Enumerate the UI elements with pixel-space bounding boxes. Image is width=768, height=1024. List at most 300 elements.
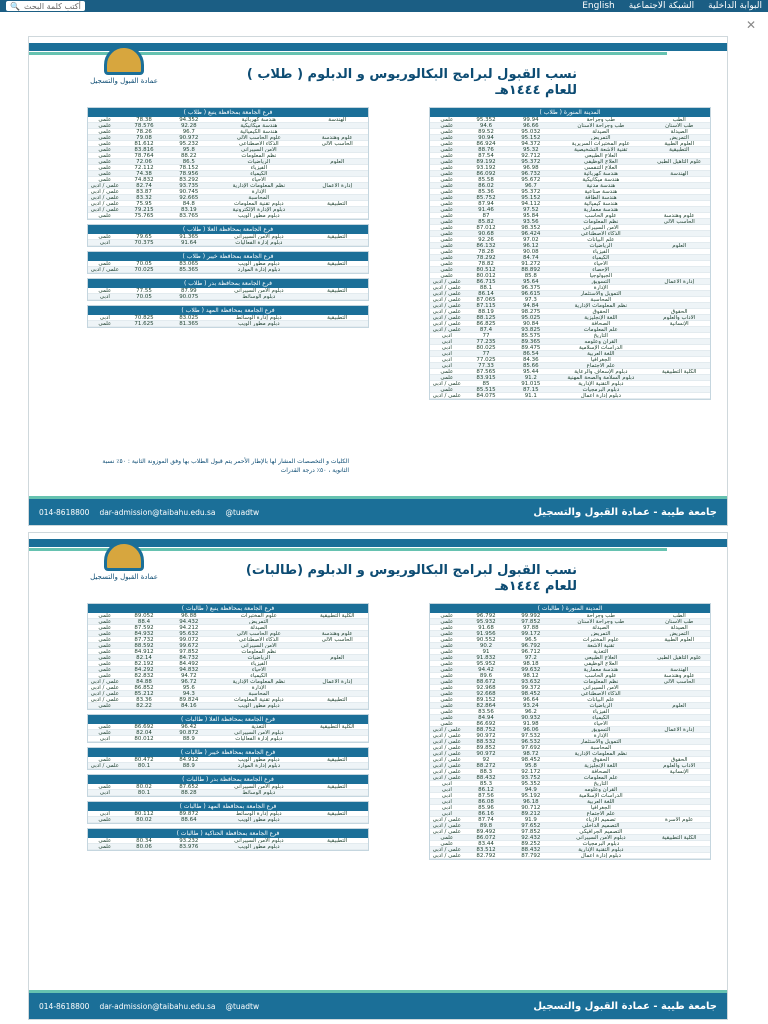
- row-min-score: 87.4: [479, 327, 493, 332]
- row-max-score: 85.365: [179, 267, 199, 272]
- row-college: [648, 733, 710, 738]
- row-min-score: 82.864: [476, 703, 496, 708]
- row-college: [648, 195, 710, 200]
- row-college: [306, 667, 368, 672]
- row-major: هندسة معمارية: [583, 667, 618, 672]
- row-major: الأحياء: [251, 667, 266, 672]
- search-box[interactable]: [6, 1, 85, 11]
- table-header: فرع الجامعة بمحافظة بدر ( طالبات ): [88, 775, 368, 784]
- row-max-score: 97.652: [521, 823, 541, 828]
- row-max-score: 89.824: [179, 697, 199, 702]
- table-body: [88, 724, 368, 742]
- row-major: الأمن السيبراني: [240, 643, 277, 648]
- row-college: [306, 123, 368, 128]
- khaybar-table: [87, 251, 369, 274]
- row-min-score: 92.668: [476, 691, 496, 696]
- row-min-score: 80.025: [476, 345, 496, 350]
- row-cert-type: أدبي: [441, 333, 452, 338]
- row-major: الصحافة: [591, 769, 611, 774]
- row-major: علوم الحاسب: [585, 213, 617, 218]
- row-major: التغذية: [251, 724, 267, 729]
- row-max-score: 94.832: [179, 667, 199, 672]
- row-max-score: 94.432: [179, 619, 199, 624]
- row-cert-type: علمي / أدبي: [432, 381, 461, 386]
- row-max-score: 99.992: [521, 613, 541, 618]
- row-major: طب وجراحة الأسنان: [577, 123, 625, 128]
- row-min-score: 89.852: [476, 745, 496, 750]
- nav-internal-portal[interactable]: البوابة الداخلية: [708, 1, 762, 11]
- row-cert-type: علمي: [440, 141, 454, 146]
- row-college: [648, 189, 710, 194]
- row-min-score: 84.88: [136, 679, 152, 684]
- row-cert-type: علمي: [98, 135, 112, 140]
- row-cert-type: علمي: [440, 679, 454, 684]
- row-min-score: 84.94: [478, 715, 494, 720]
- row-cert-type: أدبي: [441, 811, 452, 816]
- row-major: التمويل والاستثمار: [580, 739, 622, 744]
- row-min-score: 88.1: [479, 285, 493, 290]
- row-max-score: 88.432: [521, 847, 541, 852]
- row-college: [306, 691, 368, 696]
- row-min-score: 82.14: [136, 655, 152, 660]
- row-max-score: 86.5: [182, 159, 195, 164]
- row-college: [306, 685, 368, 690]
- ula-table: [87, 224, 369, 247]
- row-cert-type: علمي: [440, 841, 454, 846]
- row-cert-type: علمي: [440, 697, 454, 702]
- row-major: دبلوم إدارة الفعاليات: [235, 240, 283, 245]
- row-major: دبلوم الأمن السيبراني: [234, 288, 284, 293]
- row-min-score: 85.752: [476, 195, 496, 200]
- row-max-score: 93.232: [179, 838, 199, 843]
- row-min-score: 85.36: [478, 189, 494, 194]
- row-min-score: 86.14: [478, 291, 494, 296]
- row-min-score: 83.56: [478, 709, 494, 714]
- yanbu-table: [87, 603, 369, 710]
- row-max-score: 96.42: [180, 724, 197, 729]
- row-major: الحقوق: [592, 309, 610, 314]
- row-min-score: 86.092: [476, 171, 496, 176]
- row-college: علوم وهندسة: [663, 213, 695, 218]
- row-min-score: 90.94: [478, 135, 494, 140]
- row-max-score: 95.152: [521, 135, 541, 140]
- row-major: دبلوم إدارة الوسائط: [235, 811, 282, 816]
- row-max-score: 84.36: [522, 357, 539, 362]
- row-min-score: 86.852: [134, 685, 154, 690]
- row-min-score: 78.28: [478, 249, 494, 254]
- row-college: [306, 703, 368, 708]
- row-min-score: 82.04: [136, 730, 152, 735]
- poster-female-admission: [28, 532, 728, 1020]
- row-max-score: 98.12: [522, 673, 539, 678]
- row-major: الرياضيات: [589, 243, 613, 248]
- row-min-score: 96.792: [476, 613, 496, 618]
- footer-contacts: [39, 1002, 259, 1011]
- row-college: [648, 177, 710, 182]
- row-cert-type: أدبي: [441, 351, 452, 356]
- row-max-score: 97.692: [521, 745, 541, 750]
- row-cert-type: علمي: [98, 643, 112, 648]
- row-major: الرياضيات: [247, 655, 271, 660]
- university-logo: [89, 541, 159, 601]
- row-max-score: 93.56: [522, 219, 539, 224]
- row-min-score: 84.932: [134, 631, 154, 636]
- row-major: دبلوم التقنية الإدارية: [578, 847, 624, 852]
- row-min-score: 88.752: [476, 727, 496, 732]
- row-min-score: 89.192: [476, 159, 496, 164]
- row-max-score: 95.84: [522, 213, 539, 218]
- row-college: [648, 183, 710, 188]
- row-cert-type: علمي / أدبي: [432, 727, 461, 732]
- row-max-score: 91.9: [524, 817, 537, 822]
- row-cert-type: علمي: [440, 237, 454, 242]
- row-max-score: 93.632: [521, 679, 541, 684]
- row-college: [648, 715, 710, 720]
- row-cert-type: علمي / أدبي: [432, 817, 461, 822]
- row-major: القرآن وعلومه: [584, 787, 618, 792]
- row-cert-type: علمي: [98, 261, 112, 266]
- row-min-score: 87.54: [478, 153, 494, 158]
- row-college: [306, 267, 368, 272]
- poster-title: [246, 563, 577, 595]
- row-college: العلوم: [330, 159, 345, 164]
- table-row: [88, 844, 368, 850]
- row-major: الأحياء: [593, 261, 608, 266]
- row-college: [306, 817, 368, 822]
- row-college: [306, 736, 368, 741]
- row-min-score: 77: [482, 351, 490, 356]
- row-major: الذكاء الاصطناعي: [580, 691, 621, 696]
- close-icon[interactable]: ✕: [745, 18, 757, 32]
- row-min-score: 83.32: [136, 195, 152, 200]
- row-college: [306, 213, 368, 218]
- row-max-score: 90.972: [179, 135, 199, 140]
- row-max-score: 85.66: [522, 363, 539, 368]
- row-min-score: 93.192: [476, 165, 496, 170]
- row-min-score: 80.06: [136, 844, 152, 849]
- row-min-score: 79.65: [136, 234, 152, 239]
- row-min-score: 88.432: [476, 775, 496, 780]
- table-body: [88, 811, 368, 823]
- row-cert-type: علمي / أدبي: [432, 285, 461, 290]
- row-major: دبلوم إدارة الموارد: [237, 267, 281, 272]
- row-max-score: 96.12: [522, 243, 539, 248]
- row-major: دبلوم الأمن السيبراني: [234, 838, 284, 843]
- table-header: فرع الجامعة بمحافظة العلا ( طالبات ): [88, 715, 368, 724]
- row-min-score: 84.912: [134, 649, 154, 654]
- row-major: دبلوم الوسائط: [242, 790, 276, 795]
- row-major: اللغة العربية: [587, 799, 615, 804]
- row-min-score: 77.33: [478, 363, 494, 368]
- row-cert-type: علمي / أدبي: [432, 291, 461, 296]
- row-cert-type: علمي: [98, 631, 112, 636]
- row-cert-type: علمي: [440, 231, 454, 236]
- row-major: العلاج التنفسي: [584, 165, 618, 170]
- row-max-score: 84.732: [179, 655, 199, 660]
- row-cert-type: أدبي: [99, 790, 110, 795]
- row-college: [648, 255, 710, 260]
- row-cert-type: علمي: [98, 649, 112, 654]
- row-cert-type: أدبي: [441, 363, 452, 368]
- row-min-score: 83.915: [476, 375, 496, 380]
- row-college: علوم وهندسة: [321, 631, 353, 636]
- row-min-score: 88.672: [476, 679, 496, 684]
- row-cert-type: علمي: [440, 195, 454, 200]
- row-max-score: 95.025: [521, 315, 541, 320]
- row-cert-type: علمي: [98, 234, 112, 239]
- nav-english[interactable]: English: [582, 1, 615, 11]
- search-icon[interactable]: 🔍: [10, 1, 20, 11]
- row-cert-type: علمي: [440, 129, 454, 134]
- row-major: الأمن السيبراني: [582, 225, 619, 230]
- row-cert-type: علمي / أدبي: [432, 279, 461, 284]
- row-cert-type: علمي: [98, 177, 112, 182]
- row-major: التصميم الداخلي: [582, 823, 620, 828]
- row-min-score: 82.74: [136, 183, 152, 188]
- table-body: [88, 288, 368, 300]
- row-cert-type: علمي / أدبي: [432, 303, 461, 308]
- row-max-score: 91.2: [524, 375, 537, 380]
- row-max-score: 90.932: [521, 715, 541, 720]
- row-college: الكلية التطبيقية: [661, 835, 697, 840]
- row-college: [648, 387, 710, 392]
- row-max-score: 99.072: [179, 637, 199, 642]
- row-min-score: 75.95: [136, 201, 152, 206]
- row-college: [648, 231, 710, 236]
- row-max-score: 95.64: [522, 279, 539, 284]
- row-cert-type: علمي / أدبي: [90, 195, 119, 200]
- row-max-score: 87.652: [179, 784, 199, 789]
- row-min-score: 88.19: [478, 309, 494, 314]
- row-major: الجيولوجيا: [589, 273, 613, 278]
- row-major: هندسة كهربائية: [241, 117, 276, 122]
- row-major: اللغة العربية: [587, 351, 615, 356]
- nav-social-network[interactable]: الشبكة الاجتماعية: [628, 1, 695, 11]
- row-major: هندسة الطاقة: [584, 195, 617, 200]
- row-cert-type: علمي: [98, 288, 112, 293]
- row-major: دبلوم مطور الويب: [238, 844, 280, 849]
- poster-footer: [29, 499, 727, 525]
- row-min-score: 83.36: [136, 697, 152, 702]
- row-cert-type: علمي / أدبي: [90, 763, 119, 768]
- row-college: [648, 643, 710, 648]
- poster-male-admission: [28, 36, 728, 526]
- row-college: [648, 739, 710, 744]
- row-college: [306, 321, 368, 326]
- yanbu-table: [87, 107, 369, 220]
- row-college: [648, 393, 710, 398]
- row-cert-type: أدبي: [441, 793, 452, 798]
- row-max-score: 87.99: [180, 288, 197, 293]
- row-min-score: 85.82: [478, 219, 494, 224]
- table-body: [88, 315, 368, 327]
- row-max-score: 90.84: [522, 321, 539, 326]
- row-college: الهندسة: [328, 117, 347, 122]
- table-body: [88, 117, 368, 219]
- row-min-score: 83.87: [136, 189, 152, 194]
- row-cert-type: علمي / أدبي: [432, 829, 461, 834]
- row-cert-type: علمي: [98, 724, 112, 729]
- footer-university-name: جامعة طيبة - عمادة القبول والتسجيل: [533, 1000, 717, 1012]
- row-major: الكيمياء: [250, 673, 268, 678]
- row-min-score: 80.012: [476, 273, 496, 278]
- row-major: الصحافة: [591, 321, 611, 326]
- row-major: الإدارة: [593, 285, 608, 290]
- row-major: المحاسبة: [248, 195, 270, 200]
- row-cert-type: علمي: [98, 619, 112, 624]
- table-header: فرع الجامعة بمحافظة المهد ( طالبات ): [88, 802, 368, 811]
- row-major: دبلوم السلامة والصحة المهنية: [567, 375, 635, 380]
- row-cert-type: علمي: [98, 661, 112, 666]
- row-college: [306, 661, 368, 666]
- row-cert-type: علمي / أدبي: [432, 315, 461, 320]
- row-max-score: 78.152: [179, 165, 199, 170]
- poster-title-line2: للعام ١٤٤٤هـ: [495, 579, 577, 594]
- row-college: [648, 829, 710, 834]
- row-cert-type: علمي: [440, 153, 454, 158]
- row-max-score: 98.352: [521, 225, 541, 230]
- row-min-score: 70.05: [136, 261, 152, 266]
- row-min-score: 87.565: [476, 369, 496, 374]
- row-max-score: 95.152: [521, 195, 541, 200]
- row-college: [306, 195, 368, 200]
- row-major: تقنية الأشعة: [587, 643, 615, 648]
- row-major: الفيزياء: [592, 709, 610, 714]
- row-major: الرياضيات: [247, 159, 271, 164]
- row-max-score: 96.712: [521, 649, 541, 654]
- row-major: الذكاء الاصطناعي: [580, 231, 621, 236]
- row-cert-type: علمي: [440, 685, 454, 690]
- row-major: الصيدلة: [592, 625, 610, 630]
- row-major: دبلوم البرمجيات: [582, 387, 620, 392]
- row-major: دبلوم الأمن السيبراني: [234, 784, 284, 789]
- row-max-score: 91.64: [180, 240, 197, 245]
- row-min-score: 82.792: [476, 853, 496, 858]
- row-major: دبلوم مطور الويب: [238, 321, 280, 326]
- table-header: فرع الجامعة بمحافظة ينبع ( طالبات ): [88, 604, 368, 613]
- row-min-score: 75.765: [134, 213, 154, 218]
- row-min-score: 85.515: [476, 387, 496, 392]
- row-max-score: 83.19: [180, 207, 197, 212]
- row-min-score: 88.532: [476, 739, 496, 744]
- row-min-score: 83.44: [478, 841, 494, 846]
- row-max-score: 97.88: [522, 625, 539, 630]
- row-max-score: 95.44: [522, 369, 539, 374]
- table-header: المدينة المنورة ( طلاب ): [430, 108, 710, 117]
- row-min-score: 87: [482, 213, 490, 218]
- row-cert-type: علمي: [440, 249, 454, 254]
- row-cert-type: علمي / أدبي: [432, 763, 461, 768]
- row-college: [306, 207, 368, 212]
- table-body: [88, 234, 368, 246]
- row-min-score: 86.825: [476, 321, 496, 326]
- row-max-score: 92.712: [521, 153, 541, 158]
- row-major: هندسة كهربائية: [583, 171, 618, 176]
- row-major: علوم الحاسب: [585, 673, 617, 678]
- row-cert-type: علمي / أدبي: [90, 697, 119, 702]
- row-max-score: 91.1: [524, 393, 537, 398]
- row-min-score: 85: [482, 381, 490, 386]
- row-major: علوم المختبرات السريرية: [571, 141, 630, 146]
- row-college: [306, 763, 368, 768]
- row-major: التمريض: [591, 135, 611, 140]
- ula-table: [87, 714, 369, 743]
- madinah-column: [429, 603, 711, 864]
- row-major: علم الاجتماع: [586, 811, 615, 816]
- row-major: اللغة الإنجليزية: [584, 315, 618, 320]
- row-max-score: 89.475: [521, 345, 541, 350]
- row-max-score: 84.74: [522, 255, 539, 260]
- row-college: [648, 327, 710, 332]
- row-min-score: 74.38: [136, 171, 152, 176]
- row-college: إدارة الأعمال: [664, 727, 694, 732]
- row-cert-type: علمي: [98, 655, 112, 660]
- row-min-score: 78.38: [136, 117, 152, 122]
- row-cert-type: علمي: [440, 225, 454, 230]
- row-cert-type: علمي: [98, 817, 112, 822]
- row-max-score: 93.752: [521, 775, 541, 780]
- row-cert-type: علمي / أدبي: [432, 309, 461, 314]
- row-max-score: 83.025: [179, 315, 199, 320]
- row-college: العلوم الطبية: [664, 141, 695, 146]
- row-min-score: 85.212: [134, 691, 154, 696]
- row-major: الدراسات الإسلامية: [579, 345, 623, 350]
- search-input[interactable]: أكتب كلمة البحث: [23, 1, 81, 11]
- row-cert-type: علمي: [440, 177, 454, 182]
- row-max-score: 90.075: [179, 294, 199, 299]
- row-college: الكلية التطبيقية: [319, 724, 355, 729]
- row-college: [648, 249, 710, 254]
- row-college: الطب: [672, 117, 686, 122]
- row-major: دبلوم تقنية المعلومات: [234, 697, 284, 702]
- row-max-score: 95.632: [179, 631, 199, 636]
- row-max-score: 96.72: [180, 679, 197, 684]
- row-min-score: 78.764: [134, 153, 154, 158]
- row-cert-type: أدبي: [99, 315, 110, 320]
- row-major: دبلوم مطور الويب: [238, 703, 280, 708]
- row-college: الحاسب الآلي: [321, 637, 353, 642]
- row-major: نظم المعلومات: [241, 649, 277, 654]
- row-min-score: 81.612: [134, 141, 154, 146]
- row-major: المحاسبة: [590, 297, 612, 302]
- row-cert-type: علمي / أدبي: [432, 321, 461, 326]
- row-cert-type: أدبي: [441, 805, 452, 810]
- row-min-score: 80.512: [476, 267, 496, 272]
- row-max-score: 92.28: [180, 123, 197, 128]
- row-cert-type: أدبي: [441, 339, 452, 344]
- row-cert-type: علمي / أدبي: [432, 769, 461, 774]
- row-min-score: 72.112: [134, 165, 154, 170]
- row-min-score: 70.375: [134, 240, 154, 245]
- row-major: تقنية الأشعة التشخيصية: [574, 147, 628, 152]
- row-major: الصيدلة: [592, 129, 610, 134]
- row-college: العلوم: [672, 703, 687, 708]
- row-college: العلوم: [672, 243, 687, 248]
- row-min-score: 87.74: [478, 817, 494, 822]
- row-college: [648, 787, 710, 792]
- row-max-score: 95.32: [522, 147, 539, 152]
- row-cert-type: علمي: [440, 835, 454, 840]
- row-min-score: 88.125: [476, 315, 496, 320]
- row-cert-type: علمي: [440, 273, 454, 278]
- row-max-score: 87.792: [521, 853, 541, 858]
- row-max-score: 84.8: [182, 201, 195, 206]
- row-max-score: 94.372: [521, 141, 541, 146]
- row-max-score: 92.172: [521, 769, 541, 774]
- row-max-score: 94.212: [179, 625, 199, 630]
- row-college: التطبيقية: [327, 811, 348, 816]
- row-college: [648, 345, 710, 350]
